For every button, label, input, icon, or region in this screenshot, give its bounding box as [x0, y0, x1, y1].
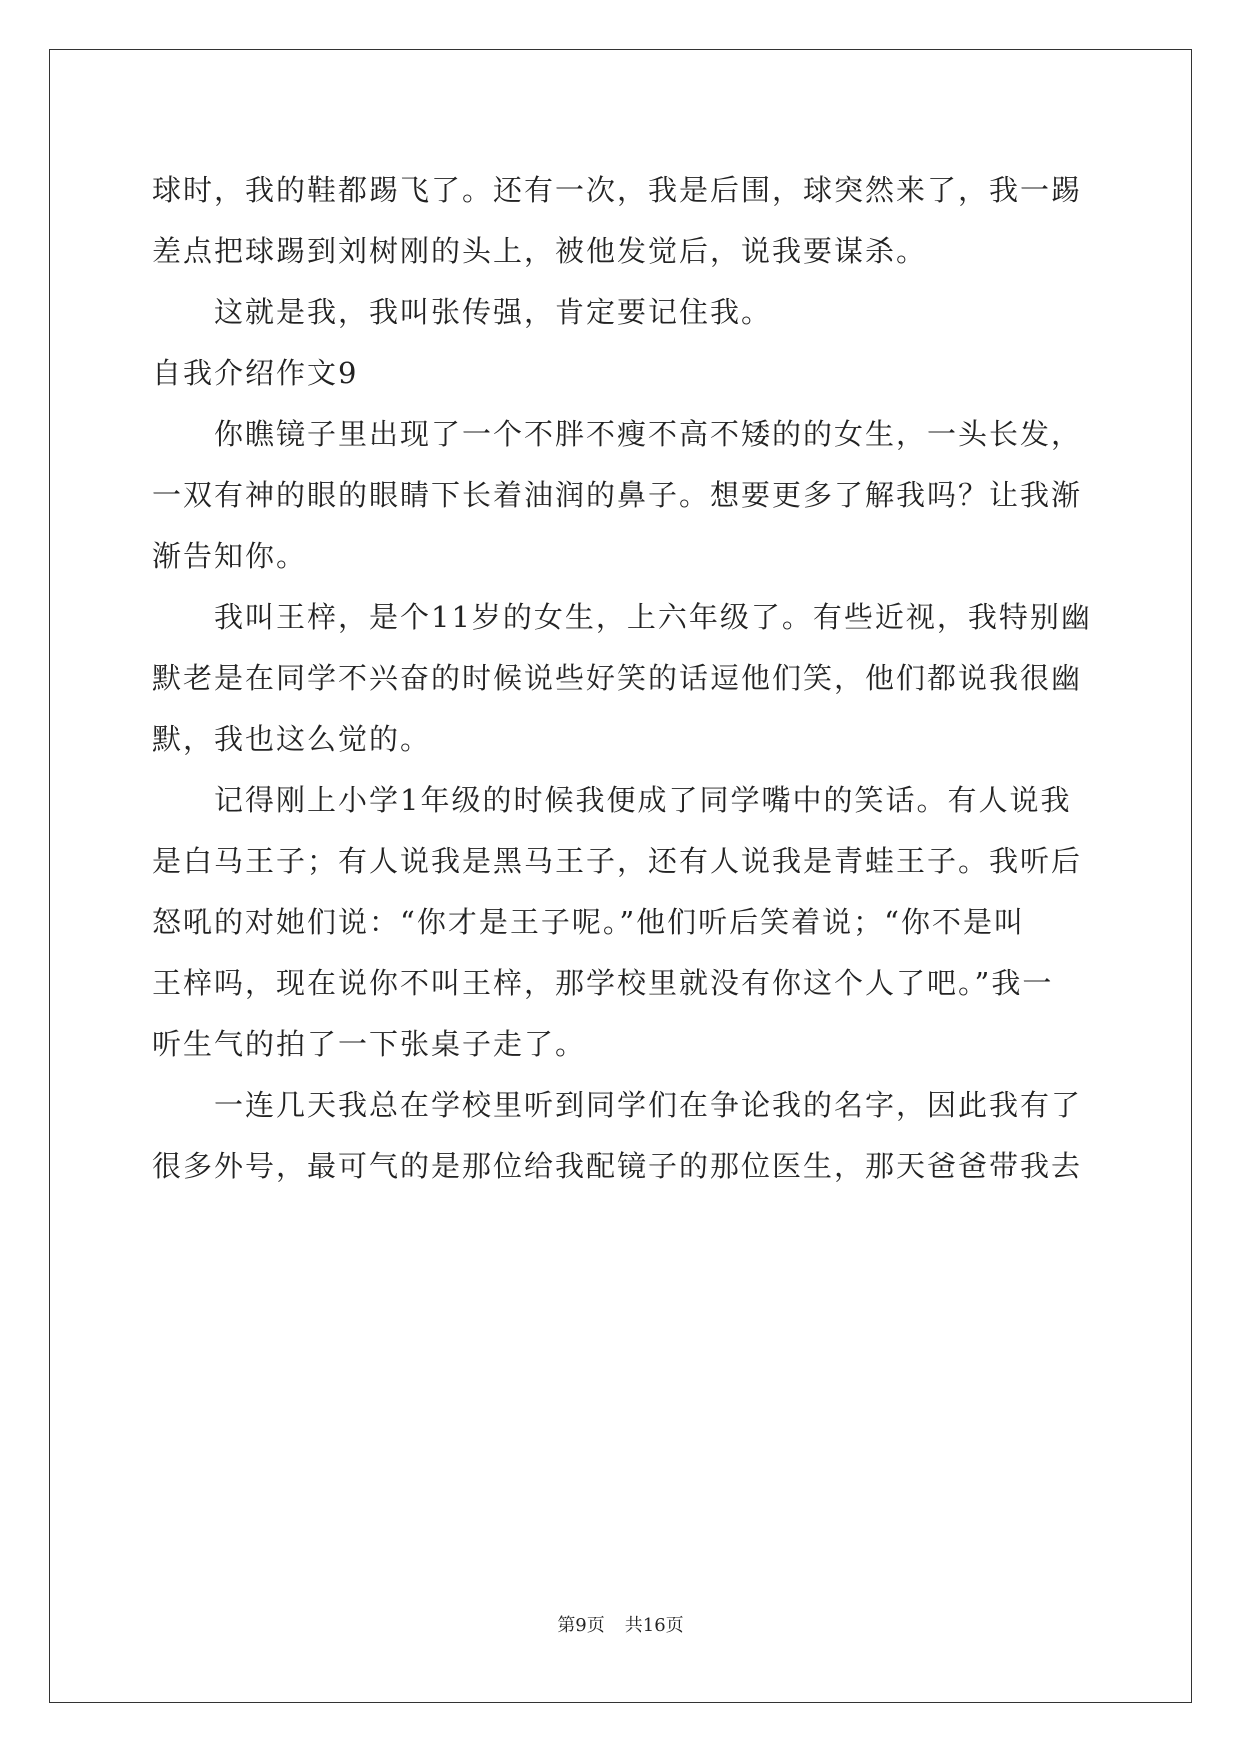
text-line: 我叫王梓，是个11岁的女生，上六年级了。有些近视，我特别幽: [152, 600, 1092, 634]
text-line: 听生气的拍了一下张桌子走了。: [152, 1027, 587, 1061]
section-heading: 自我介绍作文9: [152, 356, 359, 390]
text-line: 这就是我，我叫张传强，肯定要记住我。: [152, 295, 773, 329]
text-line: 一连几天我总在学校里听到同学们在争论我的名字，因此我有了: [152, 1088, 1083, 1122]
text-line: 默，我也这么觉的。: [152, 722, 432, 756]
text-line: 很多外号，最可气的是那位给我配镜子的那位医生，那天爸爸带我去: [152, 1149, 1083, 1183]
text-line: 你瞧镜子里出现了一个不胖不瘦不高不矮的的女生，一头长发，: [152, 417, 1083, 451]
text-line: 王梓吗，现在说你不叫王梓，那学校里就没有你这个人了吧。”我一: [152, 966, 1054, 1000]
page-total: 共16页: [624, 1615, 684, 1636]
text-line: 怒吼的对她们说：“你才是王子呢。”他们听后笑着说；“你不是叫: [152, 905, 1025, 939]
page-number: 第9页: [557, 1615, 605, 1636]
text-line: 是白马王子；有人说我是黑马王子，还有人说我是青蛙王子。我听后: [152, 844, 1083, 878]
text-line: 渐告知你。: [152, 539, 308, 573]
text-line: 记得刚上小学1年级的时候我便成了同学嘴中的笑话。有人说我: [152, 783, 1072, 817]
text-line: 差点把球踢到刘树刚的头上，被他发觉后，说我要谋杀。: [152, 234, 928, 268]
page-footer: [0, 1611, 1241, 1637]
text-line: 一双有神的眼的眼睛下长着油润的鼻子。想要更多了解我吗？让我渐: [152, 478, 1083, 512]
text-line: 默老是在同学不兴奋的时候说些好笑的话逗他们笑，他们都说我很幽: [152, 661, 1083, 695]
text-line: 球时，我的鞋都踢飞了。还有一次，我是后围，球突然来了，我一踢: [152, 173, 1083, 207]
document-body: [152, 160, 1092, 1197]
